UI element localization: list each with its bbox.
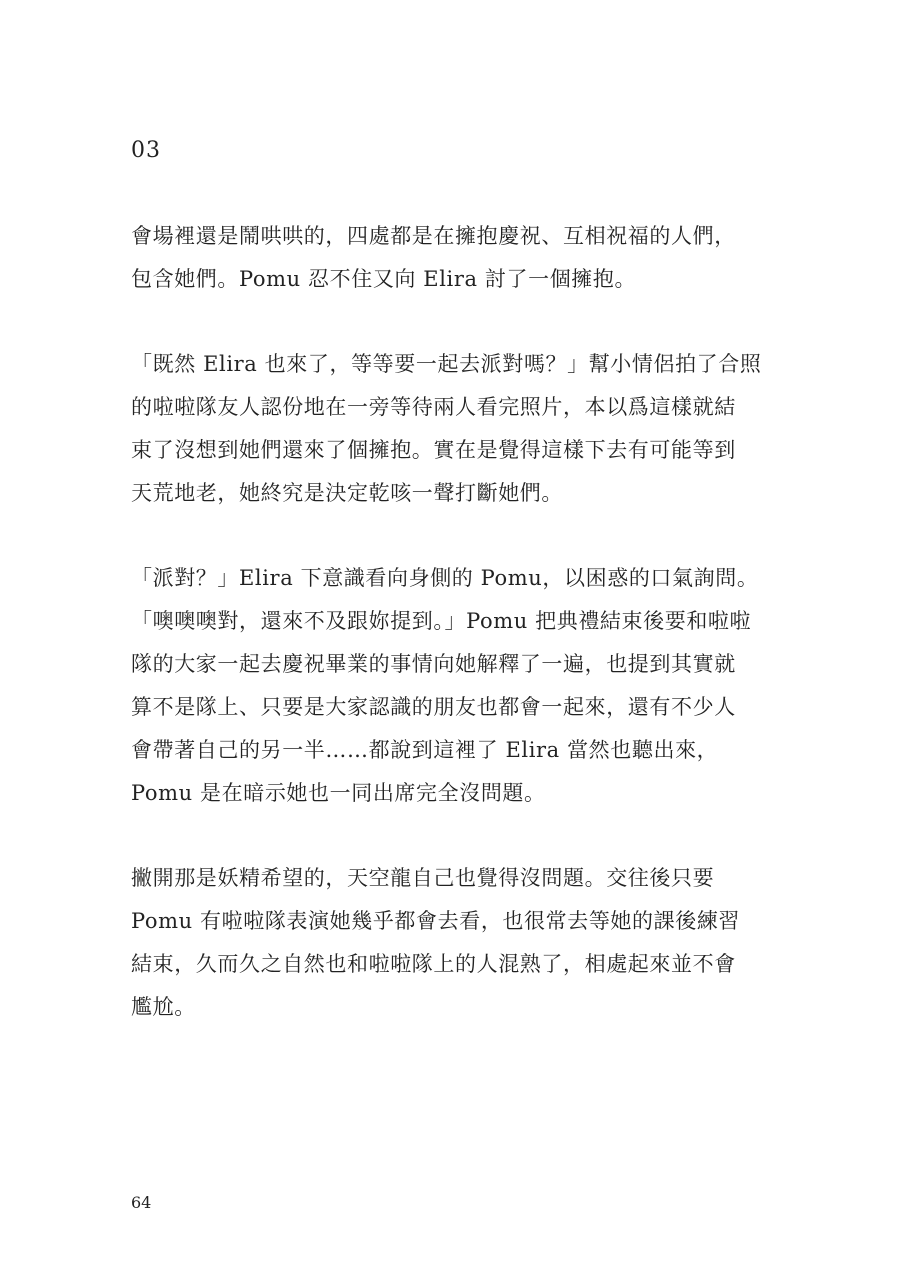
paragraph [131, 857, 761, 1029]
paragraph [131, 215, 761, 301]
text-line: 天荒地老，她終究是決定乾咳一聲打斷她們。 [131, 481, 563, 505]
paragraph [131, 557, 761, 815]
text-line: Pomu 有啦啦隊表演她幾乎都會去看，也很常去等她的課後練習 [131, 909, 741, 933]
text-line: 結束，久而久之自然也和啦啦隊上的人混熟了，相處起來並不會 [131, 952, 736, 976]
text-line: 「派對？」Elira 下意識看向身側的 Pomu，以困惑的口氣詢問。 [131, 566, 759, 590]
chapter-number: 03 [131, 138, 161, 163]
text-line: 束了沒想到她們還來了個擁抱。實在是覺得這樣下去有可能等到 [131, 438, 736, 462]
text-line: 「噢噢噢對，還來不及跟妳提到。」Pomu 把典禮結束後要和啦啦 [131, 609, 752, 633]
text-line: 撇開那是妖精希望的，天空龍自己也覺得沒問題。交往後只要 [131, 866, 715, 890]
text-line: 的啦啦隊友人認份地在一旁等待兩人看完照片，本以爲這樣就結 [131, 395, 736, 419]
text-line: 包含她們。Pomu 忍不住又向 Elira 討了一個擁抱。 [131, 267, 637, 291]
text-line: 算不是隊上、只要是大家認識的朋友也都會一起來，還有不少人 [131, 695, 736, 719]
text-line: 隊的大家一起去慶祝畢業的事情向她解釋了一遍，也提到其實就 [131, 652, 736, 676]
text-line: 會場裡還是鬧哄哄的，四處都是在擁抱慶祝、互相祝福的人們， [131, 224, 736, 248]
page-number: 64 [131, 1193, 152, 1212]
text-line: 尷尬。 [131, 995, 196, 1019]
text-line: Pomu 是在暗示她也一同出席完全沒問題。 [131, 781, 546, 805]
text-line: 「既然 Elira 也來了，等等要一起去派對嗎？」幫小情侶拍了合照 [131, 352, 762, 376]
text-line: 會帶著自己的另一半……都說到這裡了 Elira 當然也聽出來， [131, 738, 719, 762]
paragraph [131, 343, 761, 515]
body-text [131, 215, 761, 1071]
